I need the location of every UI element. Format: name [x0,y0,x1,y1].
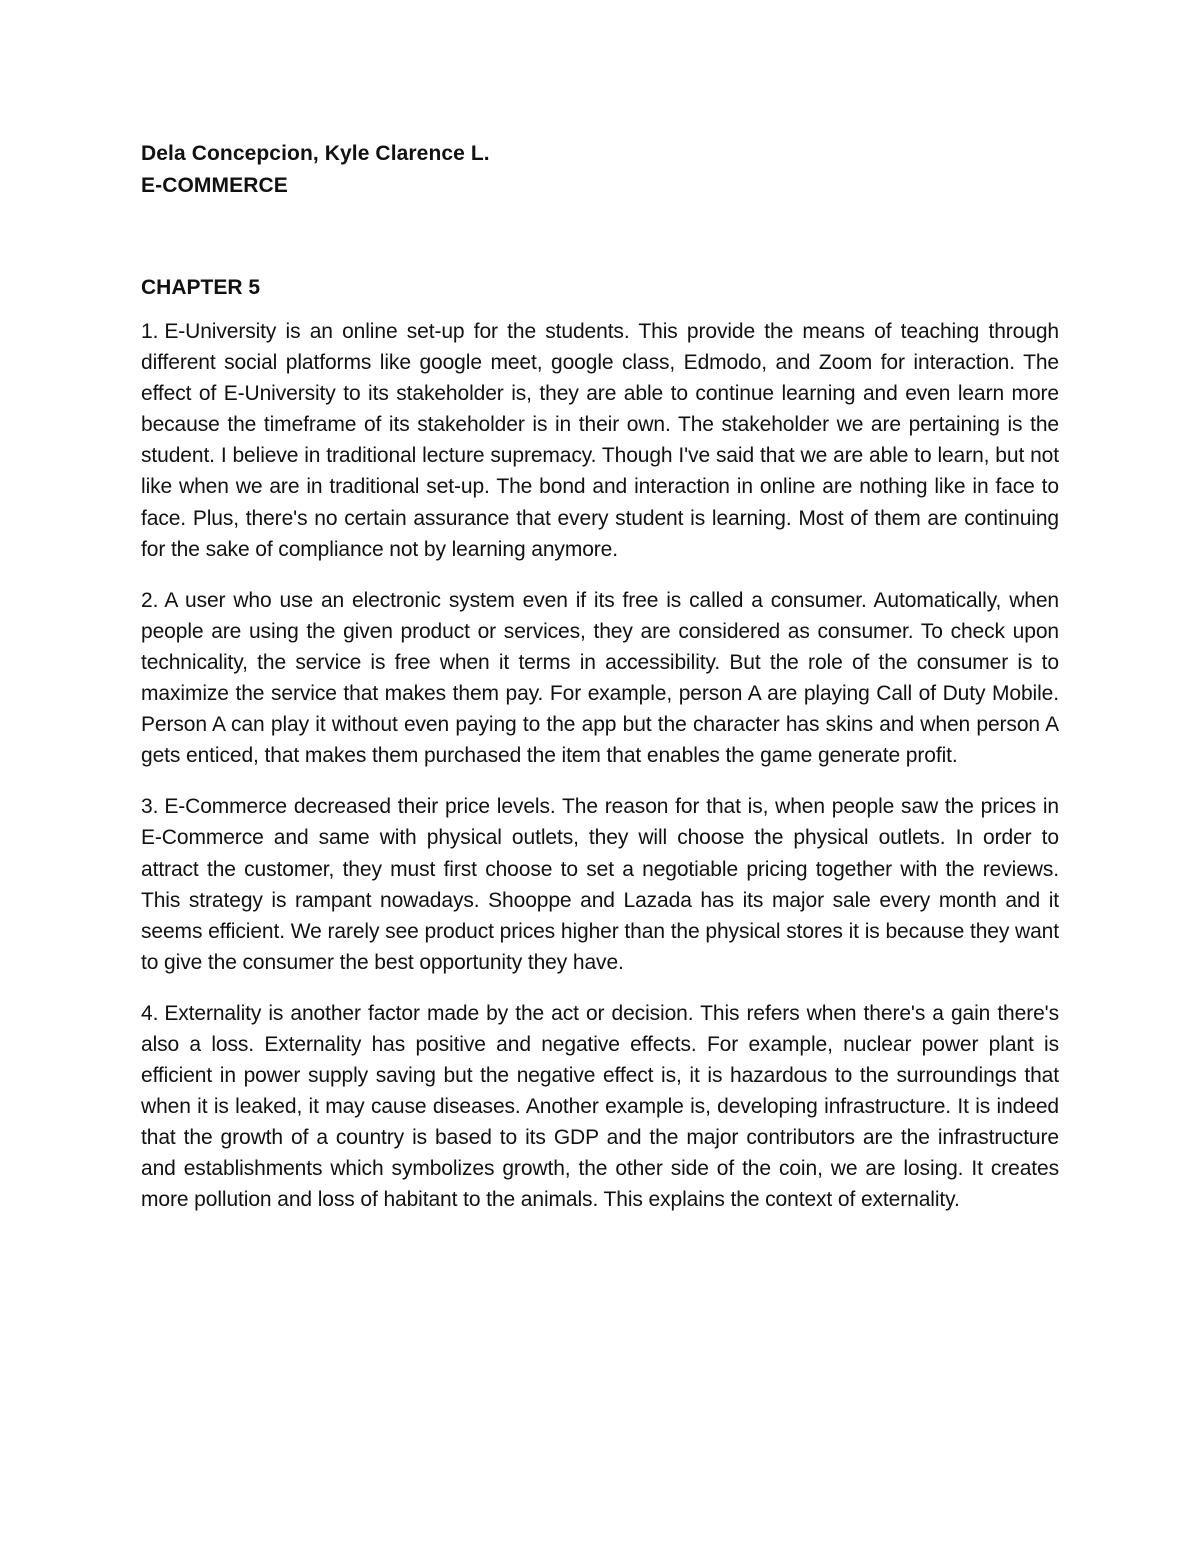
paragraph-text: E-University is an online set-up for the students. This provide the means of teaching through different social platforms like google meet, google class, Edmodo, and Zoom for interaction. The effect of E-University to its stakeholder is, they are able to continue learning and even learn more because the timeframe of its stakeholder is in their own. The stakeholder we are pertaining is the student. I believe in traditional lecture supremacy. Though I've said that we are able to learn, but not like when we are in traditional set-up. The bond and interaction in online are nothing like in face to face. Plus, there's no certain assurance that every student is learning. Most of them are continuing for the sake of compliance not by learning anymore. [141,320,1059,561]
paragraph-number: 2. [141,588,159,612]
paragraph-4 [141,998,1059,1216]
paragraph-text: A user who use an electronic system even if its free is called a consumer. Automatically, when people are using the given product or services, they are considered as consumer. To check upon technicality, the service is free when it terms in accessibility. But the role of the consumer is to maximize the service that makes them pay. For example, person A are playing Call of Duty Mobile. Person A can play it without even paying to the app but the character has skins and when person A gets enticed, that makes them purchased the item that enables the game generate profit. [141,588,1059,768]
paragraph-number: 3. [141,795,159,819]
chapter-heading: CHAPTER 5 [141,276,261,299]
paragraph-2 [141,585,1059,772]
document-page [141,138,1059,1236]
course-title: E-COMMERCE [141,174,288,197]
paragraph-number: 4. [141,1001,159,1025]
paragraph-number: 1. [141,320,159,343]
paragraph-text: Externality is another factor made by the act or decision. This refers when there's a gain there's also a loss. Externality has positive and negative effects. For example, nuclear power plant is efficient in power supply saving but the negative effect is, it is hazardous to the surroundings that when it is leaked, it may cause diseases. Another example is, developing infrastructure. It is indeed that the growth of a country is based to its GDP and the major contributors are the infrastructure and establishments which symbolizes growth, the other side of the coin, we are losing. It creates more pollution and loss of habitant to the animals. This explains the context of externality. [141,1001,1059,1212]
paragraph-3 [141,791,1059,978]
paragraph-1 [141,316,1059,565]
author-name: Dela Concepcion, Kyle Clarence L. [141,142,490,165]
paragraph-text: E-Commerce decreased their price levels. The reason for that is, when people saw the prices in E-Commerce and same with physical outlets, they will choose the physical outlets. In order to attract the customer, they must first choose to set a negotiable pricing together with the reviews. This strategy is rampant nowadays. Shooppe and Lazada has its major sale every month and it seems efficient. We rarely see product prices higher than the physical stores it is because they want to give the consumer the best opportunity they have. [141,795,1059,974]
